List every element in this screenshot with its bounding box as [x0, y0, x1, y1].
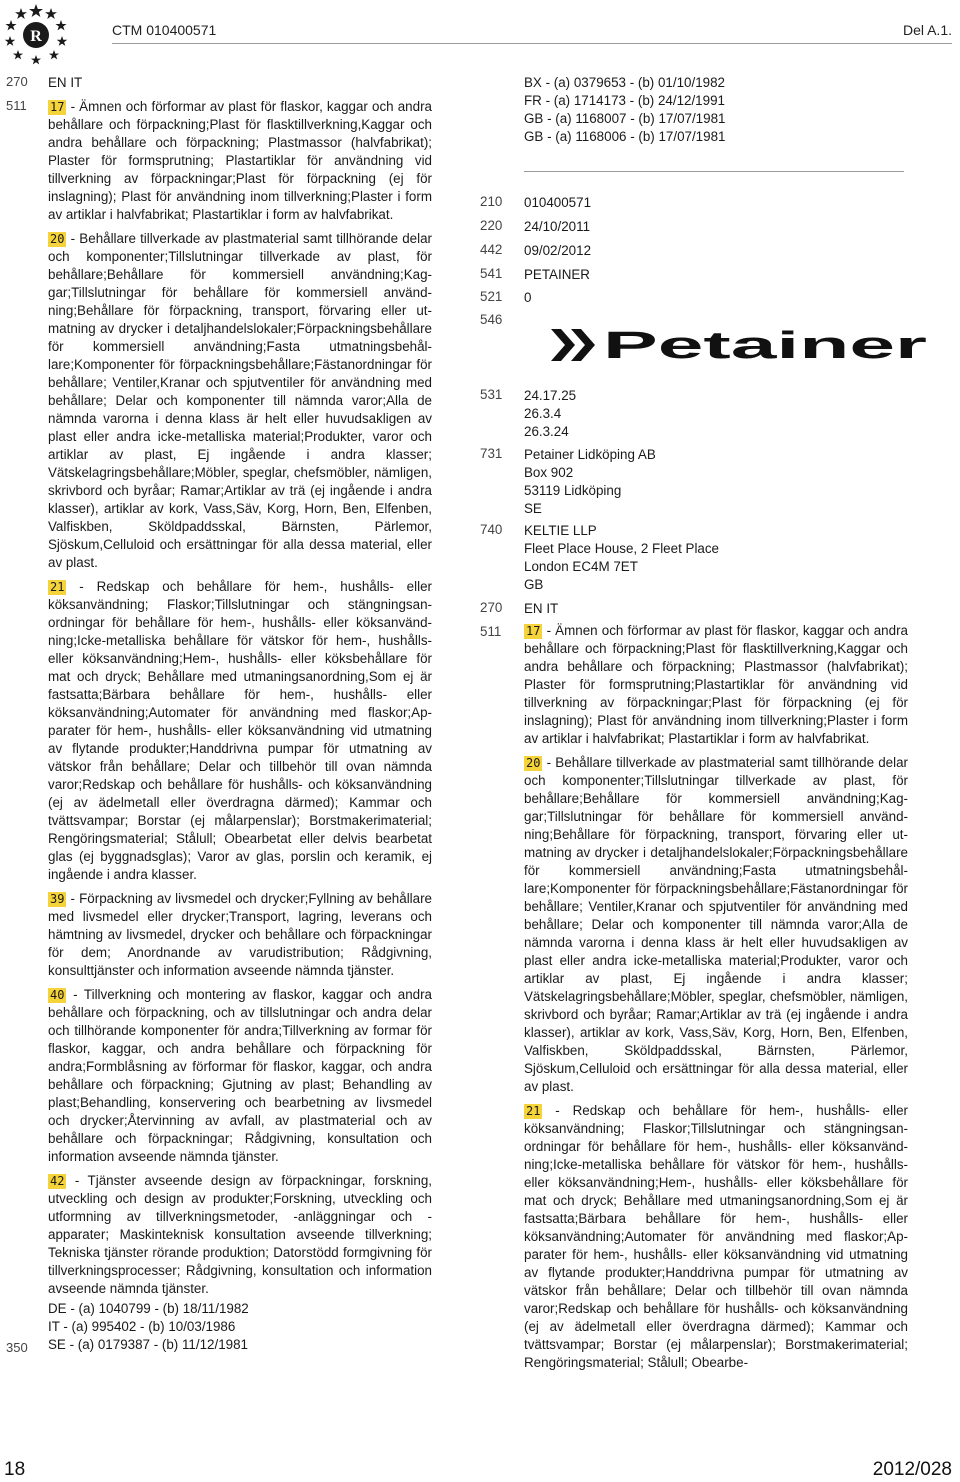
class-text: - Förpackning av livsmedel och drycker;Fyllning av behållare med livsmedel eller drycker;Transport, lagring, leverans och hämtning av livsmedel, drycker och behållare och förpackningar för dem; Anordnande av varudistribution; Rådgivning, konsulttjänster och information avseende nämnda tjänster.	[48, 891, 432, 978]
representative-line: GB	[524, 577, 544, 592]
bulletin-issue: 2012/028	[872, 1459, 952, 1480]
vienna-code: 24.17.25	[524, 388, 577, 403]
class-entry	[48, 1172, 432, 1298]
priority-claim: IT - (a) 995402 - (b) 10/03/1986	[48, 1319, 236, 1334]
field-code: 210	[480, 194, 503, 209]
representative-line: London EC4M 7ET	[524, 559, 638, 574]
field-code: 731	[480, 446, 503, 461]
field-code: 521	[480, 289, 503, 304]
eu-emblem-icon	[4, 2, 68, 66]
margin-code-511: 511	[6, 98, 27, 113]
class-number-badge: 20	[50, 232, 65, 246]
class-text: - Tillverkning och montering av flaskor, kaggar och andra behållare och förpackning, och av tillslutningar och andra delar och tillhörande komponenter för andra;Tillverkning av formar för flaskor, kaggar, och andra behållare och förpackning för andra;Formblåsning av förformar för flaskor, kaggar, och andra behållare och förpackning; Gjutning av plast; Behandling av plast;Behandling, konservering och bearbetning av livsmedel och drycker;Återvinning av avfall, av plastmaterial och av behållare och förpackningar; Rådgivning, konsultation och information avseende nämnda tjänster.	[48, 987, 432, 1164]
class-text: - Behållare tillverkade av plastmaterial samt tillhörande delar och komponenter;Tillslutningar tillverkade av plast, för behållare;Behållare för kommersiell användning;Kaggar;Tillslutningar för behållare för kommersiell användning;Behållare för förpackning, transport, förvaring eller utmatning av drycker i detaljhandelslokaler;Förpackningsbehållare för kommersiell användning;Fasta utmatningsbehållare;Komponenter för förpackningsbehållare;Fästanordningar för behållare; Ventiler,Kranar och spjutventiler för användning med behållare; Delar och komponenter till nämnda varor;Alla de nämnda varorna i denna klass är helt eller huvudsakligen av plast eller andra icke-metalliska material;Produkter, varor och artiklar av plast, Ej ingående i andra klasser; Vätskelagringsbehållare;Möbler, speglar, chefsmöbler, nämligen, skrivbord och byråar; Ramar;Artiklar av trä (ej ingående i andra klasser), artiklar av kork, Vass,Säv, Korg, Horn, Ben, Elfenben, Valfiskben, Sköldpaddsskal, Bärnsten, Pärlemor, Sjöskum,Celluloid och ersättningar för alla dessa material, eller av plast.	[48, 231, 432, 570]
class-entry	[48, 578, 432, 884]
class-number-badge: 20	[526, 756, 541, 770]
priority-claim: SE - (a) 0179387 - (b) 11/12/1981	[48, 1337, 248, 1352]
class-entry	[524, 754, 908, 1096]
right-goods-column	[524, 622, 908, 1372]
owner-line: Box 902	[524, 465, 574, 480]
owner-line: 53119 Lidköping	[524, 483, 622, 498]
class-entry	[524, 622, 908, 748]
class-entry	[48, 890, 432, 980]
svg-text:R: R	[30, 28, 42, 45]
document-title: CTM 010400571	[112, 22, 217, 38]
priority-claim: GB - (a) 1168006 - (b) 17/07/1981	[524, 129, 726, 144]
class-number-badge: 42	[50, 1174, 65, 1188]
field-value	[524, 387, 914, 441]
class-text: - Redskap och behållare för hem-, hushålls- eller köksanvändning; Flaskor;Tillslutningar och stängningsanordningar för behållare för hem-, hushålls- eller köksanvändning;Icke-metalliska behållare för vätskor för hem-, hushålls- eller köksanvändning;Hem-, hushålls- eller köksbehållare för mat och dryck; Behållare med utmaningsanordning,Som ej är fastsatta;Bärbara behållare för hem-, hushålls- eller köksanvändning;Automater för användning med flaskor;Apparater för hem-, hushålls- eller köksanvändning vid utmatning av flytande produkter;Handdrivna pumpar för utmatning av vätskor från behållare; Delar och tillbehör till ovan nämnda varor;Redskap och behållare för hushålls- och köksanvändning (ej av ädelmetall eller överdragna därmed); Kammar och tvättsvampar; Borstar (ej målarpenslar); Borstmakerimaterial; Rengöringsmaterial; Stålull; Obearbe-	[524, 1103, 908, 1370]
field-code: 546	[480, 312, 503, 327]
field-value: 0	[524, 290, 532, 305]
left-column	[48, 74, 432, 1354]
field-code: 220	[480, 218, 503, 233]
class-number-badge: 39	[50, 892, 65, 906]
logo-wordmark: Petainer	[603, 325, 928, 365]
owner-line: SE	[524, 501, 542, 516]
class-text: - Ämnen och förformar av plast för flaskor, kaggar och andra behållare och förpackning;Plast för flasktillverkning,Kaggar och andra behållare och förpackning; Plastmassor (halvfabrikat); Plaster för formsprutning; Plastartiklar för användning vid tillverkning av förpackningar;Plast för förpackning (ej för inslagning); Plast för användning inom tillverkning;Plaster i form av artiklar i halvfabrikat; Plastartiklar i form av halvfabrikat.	[48, 99, 432, 222]
class-text: - Tjänster avseende design av förpackningar, forskning, utveckling och design av produkter;Forskning, utveckling och utformning av tillverkningsmetoder, -anläggningar och -apparater; Maskinteknisk konsultation avseende tillverkning; Tekniska tjänster rörande produktion; Datorstödd formgivning för tillverkningsprocesser; Rådgivning, konsultation och information avseende nämnda tjänster.	[48, 1173, 432, 1296]
field-code: 740	[480, 522, 503, 537]
class-entry	[48, 230, 432, 572]
petainer-logo	[551, 325, 929, 365]
priority-claim: FR - (a) 1714173 - (b) 24/12/1991	[524, 93, 725, 108]
field-value: EN IT	[524, 601, 559, 616]
vienna-code: 26.3.24	[524, 424, 569, 439]
field-code: 511	[480, 624, 502, 639]
field-value: 09/02/2012	[524, 243, 592, 258]
class-number-badge: 21	[50, 580, 65, 594]
field-code: 541	[480, 266, 503, 281]
class-text: - Ämnen och förformar av plast för flaskor, kaggar och andra behållare och förpackning;Plast för flasktillverkning,Kaggar och andra behållare och förpackning; Plastmassor (halvfabrikat); Plaster för formsprutning;Plastartiklar för användning vid tillverkning av förpackningar;Plast för förpackning (ej för inslagning); Plast för användning inom tillverkning;Plaster i form av artiklar i halvfabrikat; Plastartiklar i form av halvfabrikat.	[524, 623, 908, 746]
class-number-badge: 17	[50, 100, 65, 114]
priority-claim: GB - (a) 1168007 - (b) 17/07/1981	[524, 111, 726, 126]
class-number-badge: 21	[526, 1104, 541, 1118]
logo-chevron-icon	[551, 329, 575, 361]
field-value: PETAINER	[524, 267, 590, 282]
representative-line: Fleet Place House, 2 Fleet Place	[524, 541, 720, 556]
language-code: EN IT	[48, 75, 83, 90]
class-number-badge: 17	[526, 624, 541, 638]
owner-line: Petainer Lidköping AB	[524, 447, 656, 462]
class-text: - Behållare tillverkade av plastmaterial samt tillhörande delar och komponenter;Tillslutningar tillverkade av plast, för behållare;Behållare för kommersiell användning;Kaggar;Tillslutningar för behållare för kommersiell användning;Behållare för förpackning, transport, förvaring eller utmatning av drycker i detaljhandelslokaler;Förpackningsbehållare för kommersiell användning;Fasta utmatningsbehållare;Komponenter för förpackningsbehållare;Fästanordningar för behållare; Ventiler,Kranar och spjutventiler för användning med behållare; Delar och komponenter till nämnda varor;Alla de nämnda varorna i denna klass är helt eller huvudsakligen av plast eller andra icke-metalliska material;Produkter, varor och artiklar av plast, Ej ingående i andra klasser; Vätskelagringsbehållare;Möbler, speglar, chefsmöbler, nämligen, skrivbord och byråar; Ramar;Artiklar av trä (ej ingående i andra klasser), artiklar av kork, Vass,Säv, Korg, Horn, Ben, Elfenben, Valfiskben, Sköldpaddsskal, Bärnsten, Pärlemor, Sjöskum,Celluloid och ersättningar för alla dessa material, eller av plast.	[524, 755, 908, 1094]
field-value	[524, 522, 914, 594]
vienna-code: 26.3.4	[524, 406, 562, 421]
class-text: - Redskap och behållare för hem-, hushålls- eller köksanvändning; Flaskor;Tillslutningar och stängningsanordningar för behållare för hem-, hushålls- eller köksanvändning;Icke-metalliska behållare för vätskor för hem-, hushålls- eller köksanvändning;Hem-, hushålls- eller köksbehållare för mat och dryck; Behållare med utmaningsanordning,Som ej är fastsatta;Bärbara behållare för hem-, hushålls- eller köksanvändning;Automater för användning med flaskor;Apparater för hem-, hushålls- eller köksanvändning vid utmatning av flytande produkter;Handdrivna pumpar för utmatning av vätskor från behållare; Delar och tillbehör till ovan nämnda varor;Redskap och behållare för hushålls- och köksanvändning (ej av ädelmetall eller överdragna därmed); Kammar och tvättsvampar; Borstar (ej målarpenslar); Borstmakerimaterial; Rengöringsmaterial; Stålull; Obearbetat eller delvis bearbetat glas (ej byggnadsglas); Varor av glas, porslin och keramik, ej ingående i andra klasser.	[48, 579, 432, 882]
page-number: 18	[4, 1459, 26, 1480]
margin-code-270: 270	[6, 74, 28, 89]
representative-line: KELTIE LLP	[524, 523, 597, 538]
field-value	[524, 446, 914, 518]
margin-code-350: 350	[6, 1340, 28, 1355]
class-entry	[48, 98, 432, 224]
priority-claim: BX - (a) 0379653 - (b) 01/10/1982	[524, 75, 725, 90]
priority-claim: DE - (a) 1040799 - (b) 18/11/1982	[48, 1301, 249, 1316]
field-code: 531	[480, 387, 503, 402]
field-code: 442	[480, 242, 503, 257]
class-entry	[524, 1102, 908, 1372]
field-code: 270	[480, 600, 503, 615]
field-value: 24/10/2011	[524, 219, 591, 234]
class-number-badge: 40	[50, 988, 65, 1002]
class-entry	[48, 986, 432, 1166]
field-value: 010400571	[524, 195, 592, 210]
document-part: Del A.1.	[902, 22, 952, 38]
